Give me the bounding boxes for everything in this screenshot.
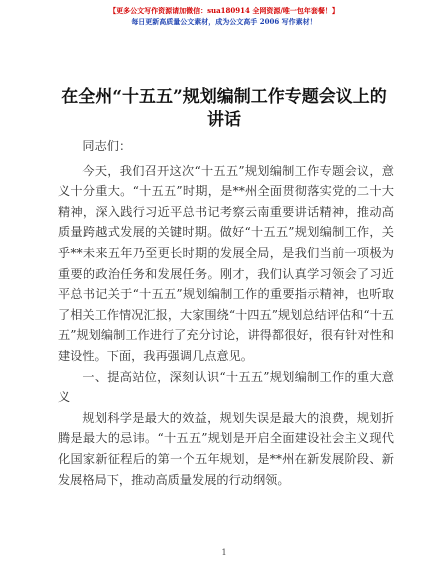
- promo-banner-line1: 【更多公文写作资源请加微信：sua180914 全网资源/唯一包年套餐！】: [109, 6, 339, 15]
- paragraph-intro: 今天，我们召开这次“十五五”规划编制工作专题会议，意义十分重大。“十五五”时期，是**州全面贯彻落实党的二十大精神，深入践行习近平总书记考察云南重要讲话精神，推动高质量跨越式发展的关键时期。做好“十五五”规划编制工作，关乎**未来五年乃至更长时期的发展全局，是我们当前一项极为重要的政治任务和发展任务。刚才，我们认真学习领会了习近平总书记关于“十五五”规划编制工作的重要指示精神，也听取了相关工作情况汇报，大家围绕“十四五”规划总结评估和“十五五”规划编制工作进行了充分讨论，讲得都很好，很有针对性和建设性。下面，我再强调几点意见。: [58, 163, 394, 363]
- section-heading-1: 一、提高站位，深刻认识“十五五”规划编制工作的重大意义: [58, 369, 394, 405]
- salutation: 同志们：: [82, 139, 132, 153]
- promo-banner-line2: 每日更新高质量公文素材，成为公文高手 2006 写作素材！: [131, 17, 317, 26]
- document-body: [58, 136, 394, 490]
- paragraph-section-1: 规划科学是最大的效益，规划失误是最大的浪费，规划折腾是最大的忌讳。“十五五”规划是开启全面建设社会主义现代化国家新征程后的第一个五年规划，是**州在新发展阶段、新发展格局下，推动高质量发展的行动纲领。: [58, 410, 394, 487]
- page-number: 1: [221, 548, 227, 557]
- document-title: 在全州“十五五”规划编制工作专题会议上的讲话: [61, 87, 387, 130]
